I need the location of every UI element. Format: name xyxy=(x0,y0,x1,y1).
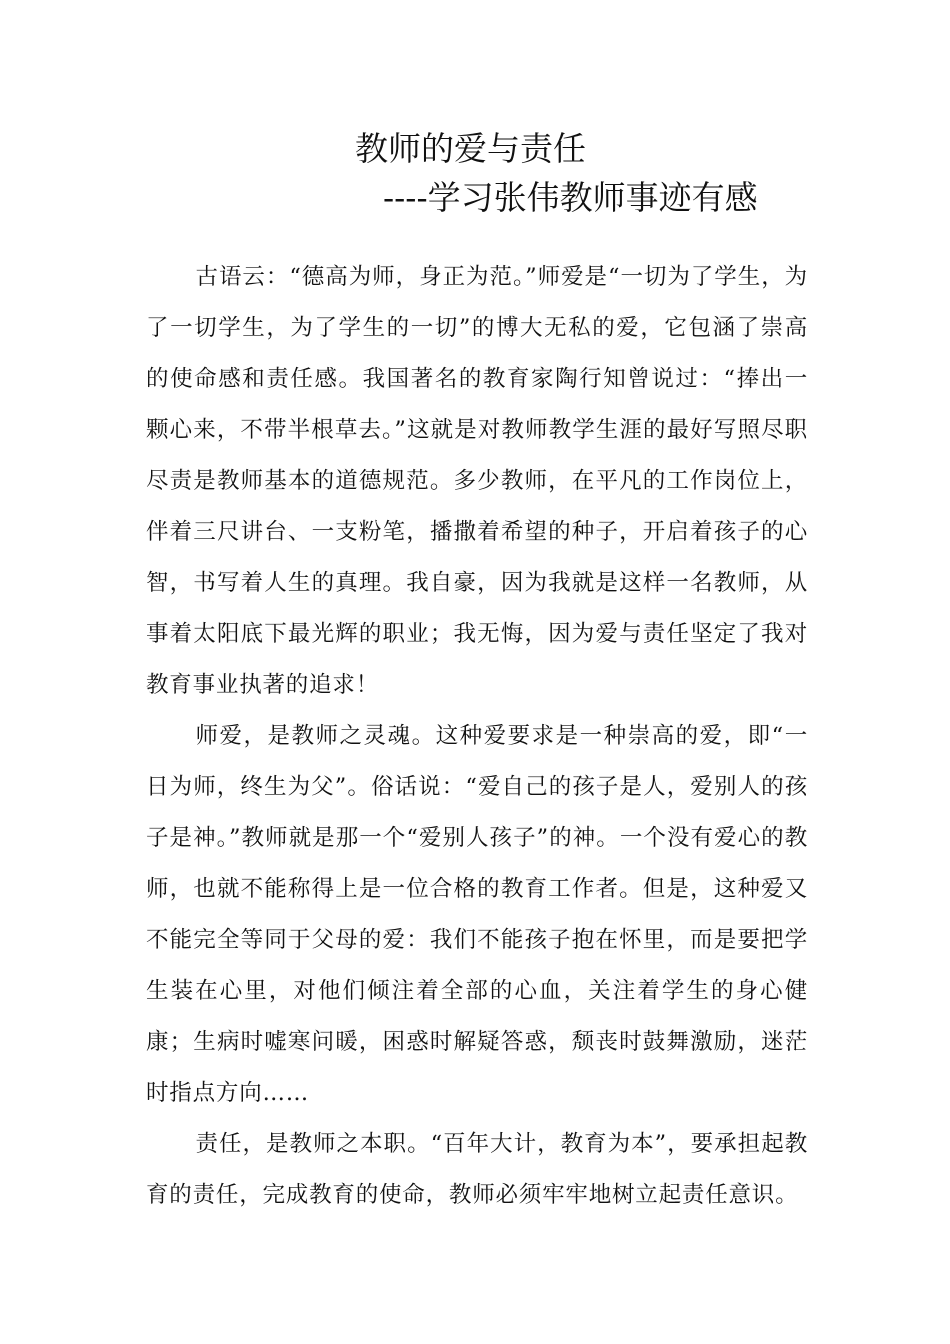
paragraph-3: 责任，是教师之本职。“百年大计，教育为本”，要承担起教育的责任，完成教育的使命，教师必须牢牢地树立起责任意识。 xyxy=(146,1131,808,1208)
paragraph-2: 师爱，是教师之灵魂。这种爱要求是一种崇高的爱，即“一日为师，终生为父”。俗话说：“爱自己的孩子是人，爱别人的孩子是神。”教师就是那一个“爱别人孩子”的神。一个没有爱心的教师，也就不能称得上是一位合格的教育工作者。但是，这种爱又不能完全等同于父母的爱：我们不能孩子抱在怀里，而是要把学生装在心里，对他们倾注着全部的心血，关注着学生的身心健康；生病时嘘寒问暖，困惑时解疑答惑，颓丧时鼓舞激励，迷茫时指点方向…… xyxy=(146,723,808,1106)
document-title: 教师的爱与责任 xyxy=(355,129,586,168)
paragraph-1: 古语云：“德高为师，身正为范。”师爱是“一切为了学生，为了一切学生，为了学生的一切”的博大无私的爱，它包涵了崇高的使命感和责任感。我国著名的教育家陶行知曾说过：“捧出一颗心来，不带半根草去。”这就是对教师教学生涯的最好写照尽职尽责是教师基本的道德规范。多少教师，在平凡的工作岗位上，伴着三尺讲台、一支粉笔，播撒着希望的种子，开启着孩子的心智，书写着人生的真理。我自豪，因为我就是这样一名教师，从事着太阳底下最光辉的职业；我无悔，因为爱与责任坚定了我对教育事业执著的追求！ xyxy=(146,264,808,698)
document-body xyxy=(146,252,808,1221)
document-subtitle: ----学习张伟教师事迹有感 xyxy=(383,178,758,217)
